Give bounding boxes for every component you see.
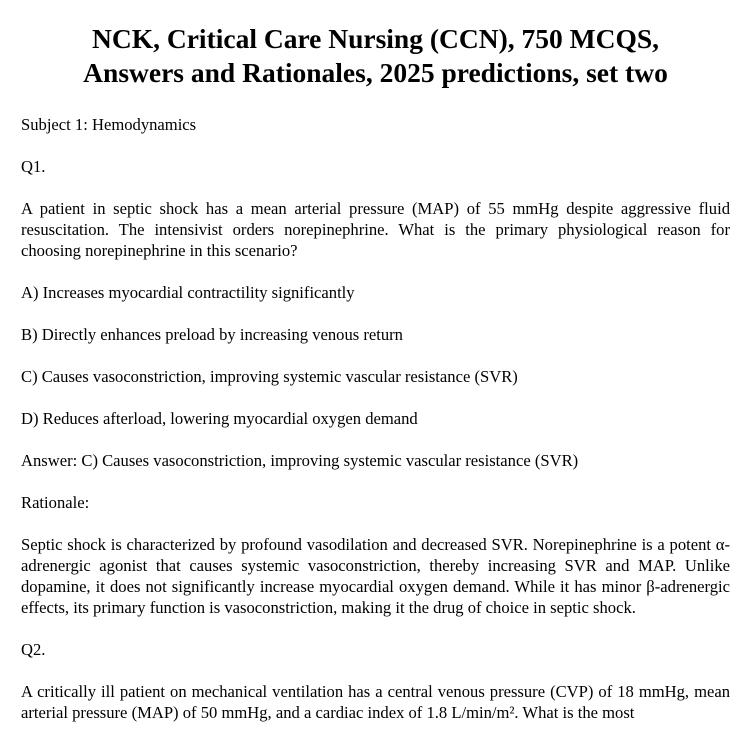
option-c: C) Causes vasoconstriction, improving systemic vascular resistance (SVR) <box>21 367 518 386</box>
document-title-line-1: NCK, Critical Care Nursing (CCN), 750 MCQS, <box>92 23 659 54</box>
document-title <box>21 22 730 90</box>
answer-line: Answer: C) Causes vasoconstriction, improving systemic vascular resistance (SVR) <box>21 451 579 470</box>
option-a: A) Increases myocardial contractility significantly <box>21 283 355 302</box>
option-b: B) Directly enhances preload by increasing venous return <box>21 325 403 344</box>
rationale-text: Septic shock is characterized by profound vasodilation and decreased SVR. Norepinephrine is a potent α-adrenergic agonist that causes systemic vasoconstriction, thereby increasing SVR and MAP. Unlike dopamine, it does not significantly increase myocardial oxygen demand. While it has minor β-adrenergic effects, its primary function is vasoconstriction, making it the drug of choice in septic shock. <box>21 535 730 617</box>
subject-heading: Subject 1: Hemodynamics <box>21 115 197 134</box>
question-stem: A critically ill patient on mechanical ventilation has a central venous pressure (CVP) of 18 mmHg, mean arterial pressure (MAP) of 50 mmHg, and a cardiac index of 1.8 L/min/m². What is the most <box>21 682 730 722</box>
rationale-label: Rationale: <box>21 493 90 512</box>
question-number: Q1. <box>21 157 46 176</box>
option-d: D) Reduces afterload, lowering myocardial oxygen demand <box>21 409 418 428</box>
question-number: Q2. <box>21 640 46 659</box>
question-stem: A patient in septic shock has a mean arterial pressure (MAP) of 55 mmHg despite aggressive fluid resuscitation. The intensivist orders norepinephrine. What is the primary physiological reason for choosing norepinephrine in this scenario? <box>21 199 730 260</box>
document-title-line-2: Answers and Rationales, 2025 predictions, set two <box>83 57 668 88</box>
document-page <box>21 22 730 723</box>
